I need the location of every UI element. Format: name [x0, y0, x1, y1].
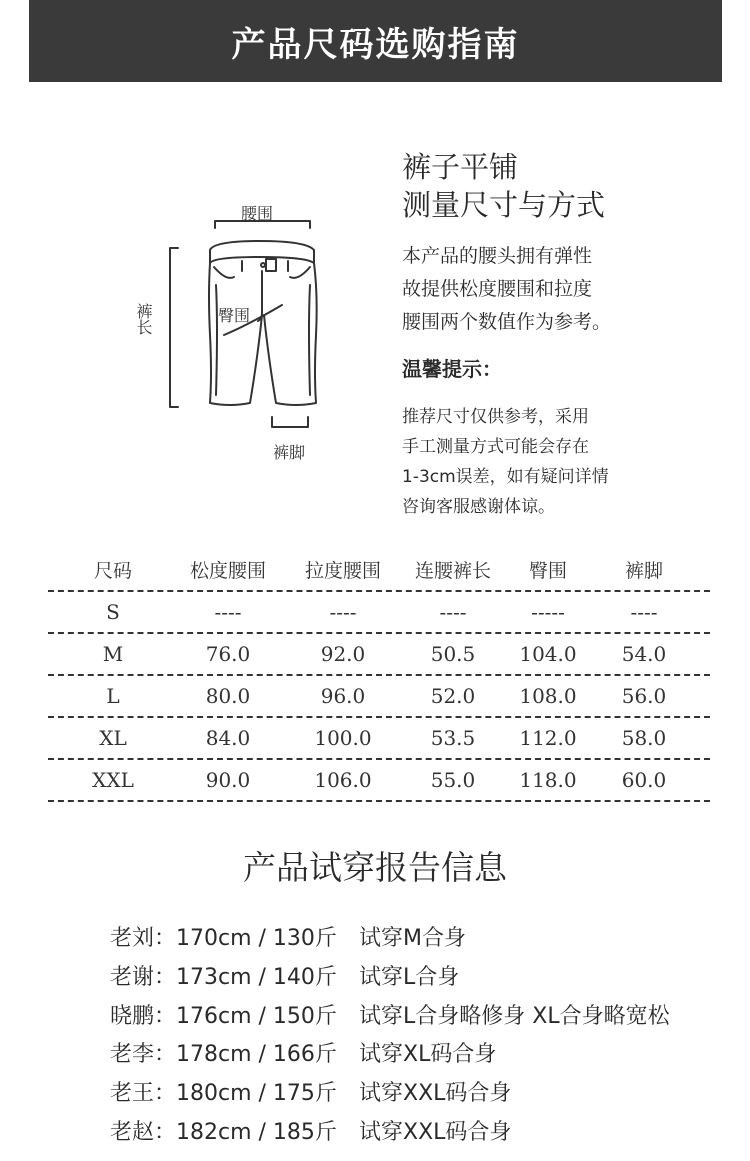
list-item	[110, 998, 740, 1037]
tester-stats: 178cm / 166斤	[176, 1042, 337, 1068]
tip-line: 咨询客服感谢体谅。	[402, 497, 555, 517]
page-header	[29, 0, 722, 82]
tester-name: 老王：	[110, 1081, 177, 1107]
table-row	[48, 592, 710, 634]
size-table	[48, 548, 710, 802]
table-row	[48, 760, 710, 802]
info-body	[402, 240, 732, 339]
table-cell: XXL	[92, 768, 134, 792]
tryon-list	[110, 920, 740, 1153]
list-item	[110, 1114, 740, 1153]
table-cell: 76.0	[205, 642, 251, 666]
table-cell: 104.0	[519, 642, 577, 666]
hip-label: 臀围	[218, 306, 251, 325]
table-cell: S	[106, 600, 120, 624]
table-cell: M	[102, 642, 124, 666]
column-header: 臀围	[528, 559, 567, 582]
table-row	[48, 676, 710, 718]
waist-label: 腰围	[241, 204, 274, 223]
table-row	[48, 634, 710, 676]
info-title-line1: 裤子平铺	[402, 150, 519, 184]
list-item	[110, 920, 740, 959]
length-label: 裤长	[134, 303, 153, 335]
table-cell: 90.0	[205, 768, 251, 792]
page-title: 产品尺码选购指南	[231, 24, 520, 65]
table-cell: 53.5	[430, 726, 476, 750]
table-cell: 50.5	[430, 642, 476, 666]
table-cell: L	[106, 684, 120, 708]
column-header: 连腰裤长	[414, 559, 491, 582]
tryon-result: 试穿L合身略修身 XL合身略宽松	[359, 1003, 670, 1029]
list-item	[110, 1075, 740, 1114]
column-header: 尺码	[93, 559, 132, 582]
pants-diagram	[130, 185, 360, 475]
table-cell: 54.0	[621, 642, 667, 666]
column-header: 拉度腰围	[304, 559, 381, 582]
table-cell: 84.0	[205, 726, 251, 750]
table-cell: ----	[439, 600, 467, 624]
table-header-row	[48, 548, 710, 592]
table-row	[48, 718, 710, 760]
table-cell: 108.0	[519, 684, 577, 708]
tester-name: 老赵：	[110, 1119, 177, 1145]
tryon-result: 试穿L合身	[359, 964, 460, 990]
tryon-result: 试穿XL码合身	[359, 1042, 497, 1068]
tryon-section-title: 产品试穿报告信息	[243, 848, 507, 887]
table-cell: 60.0	[621, 768, 667, 792]
table-cell: 80.0	[205, 684, 251, 708]
info-title-line2: 测量尺寸与方式	[402, 188, 606, 222]
table-cell: ----	[630, 600, 658, 624]
tryon-result: 试穿XXL码合身	[359, 1081, 512, 1107]
table-cell: 112.0	[519, 726, 577, 750]
table-cell: 96.0	[320, 684, 366, 708]
table-cell: 118.0	[519, 768, 577, 792]
tip-body	[402, 402, 732, 522]
table-cell: 56.0	[621, 684, 667, 708]
table-cell: XL	[99, 726, 127, 750]
tester-name: 老刘：	[110, 926, 177, 951]
tip-title: 温馨提示：	[402, 357, 502, 381]
tester-name: 晓鹏：	[110, 1003, 177, 1029]
tip-line: 推荐尺寸仅供参考，采用	[402, 407, 589, 427]
measurement-info	[402, 148, 732, 522]
info-body-line: 腰围两个数值作为参考。	[402, 311, 612, 333]
info-body-line: 故提供松度腰围和拉度	[402, 278, 593, 300]
tester-stats: 182cm / 185斤	[176, 1119, 337, 1145]
table-cell: 55.0	[430, 768, 476, 792]
list-item	[110, 1036, 740, 1075]
list-item	[110, 959, 740, 998]
tester-stats: 173cm / 140斤	[176, 964, 337, 990]
tester-stats: 180cm / 175斤	[176, 1081, 337, 1107]
tip-line: 1-3cm误差，如有疑问详情	[402, 467, 609, 487]
table-cell: 100.0	[314, 726, 372, 750]
column-header: 裤脚	[624, 559, 663, 582]
tryon-result: 试穿XXL码合身	[359, 1119, 512, 1145]
tester-stats: 170cm / 130斤	[176, 926, 337, 951]
table-cell: 52.0	[430, 684, 476, 708]
tester-stats: 176cm / 150斤	[176, 1003, 337, 1029]
table-cell: 106.0	[314, 768, 372, 792]
table-cell: -----	[531, 600, 565, 624]
tester-name: 老谢：	[110, 964, 177, 990]
column-header: 松度腰围	[189, 559, 266, 582]
table-cell: 92.0	[320, 642, 366, 666]
hem-label: 裤脚	[273, 443, 306, 462]
tester-name: 老李：	[110, 1042, 177, 1068]
pants-outline-icon	[130, 185, 360, 475]
tip-line: 手工测量方式可能会存在	[402, 437, 589, 457]
table-cell: 58.0	[621, 726, 667, 750]
table-cell: ----	[214, 600, 242, 624]
tryon-result: 试穿M合身	[359, 926, 466, 951]
info-body-line: 本产品的腰头拥有弹性	[402, 245, 593, 267]
table-cell: ----	[329, 600, 357, 624]
